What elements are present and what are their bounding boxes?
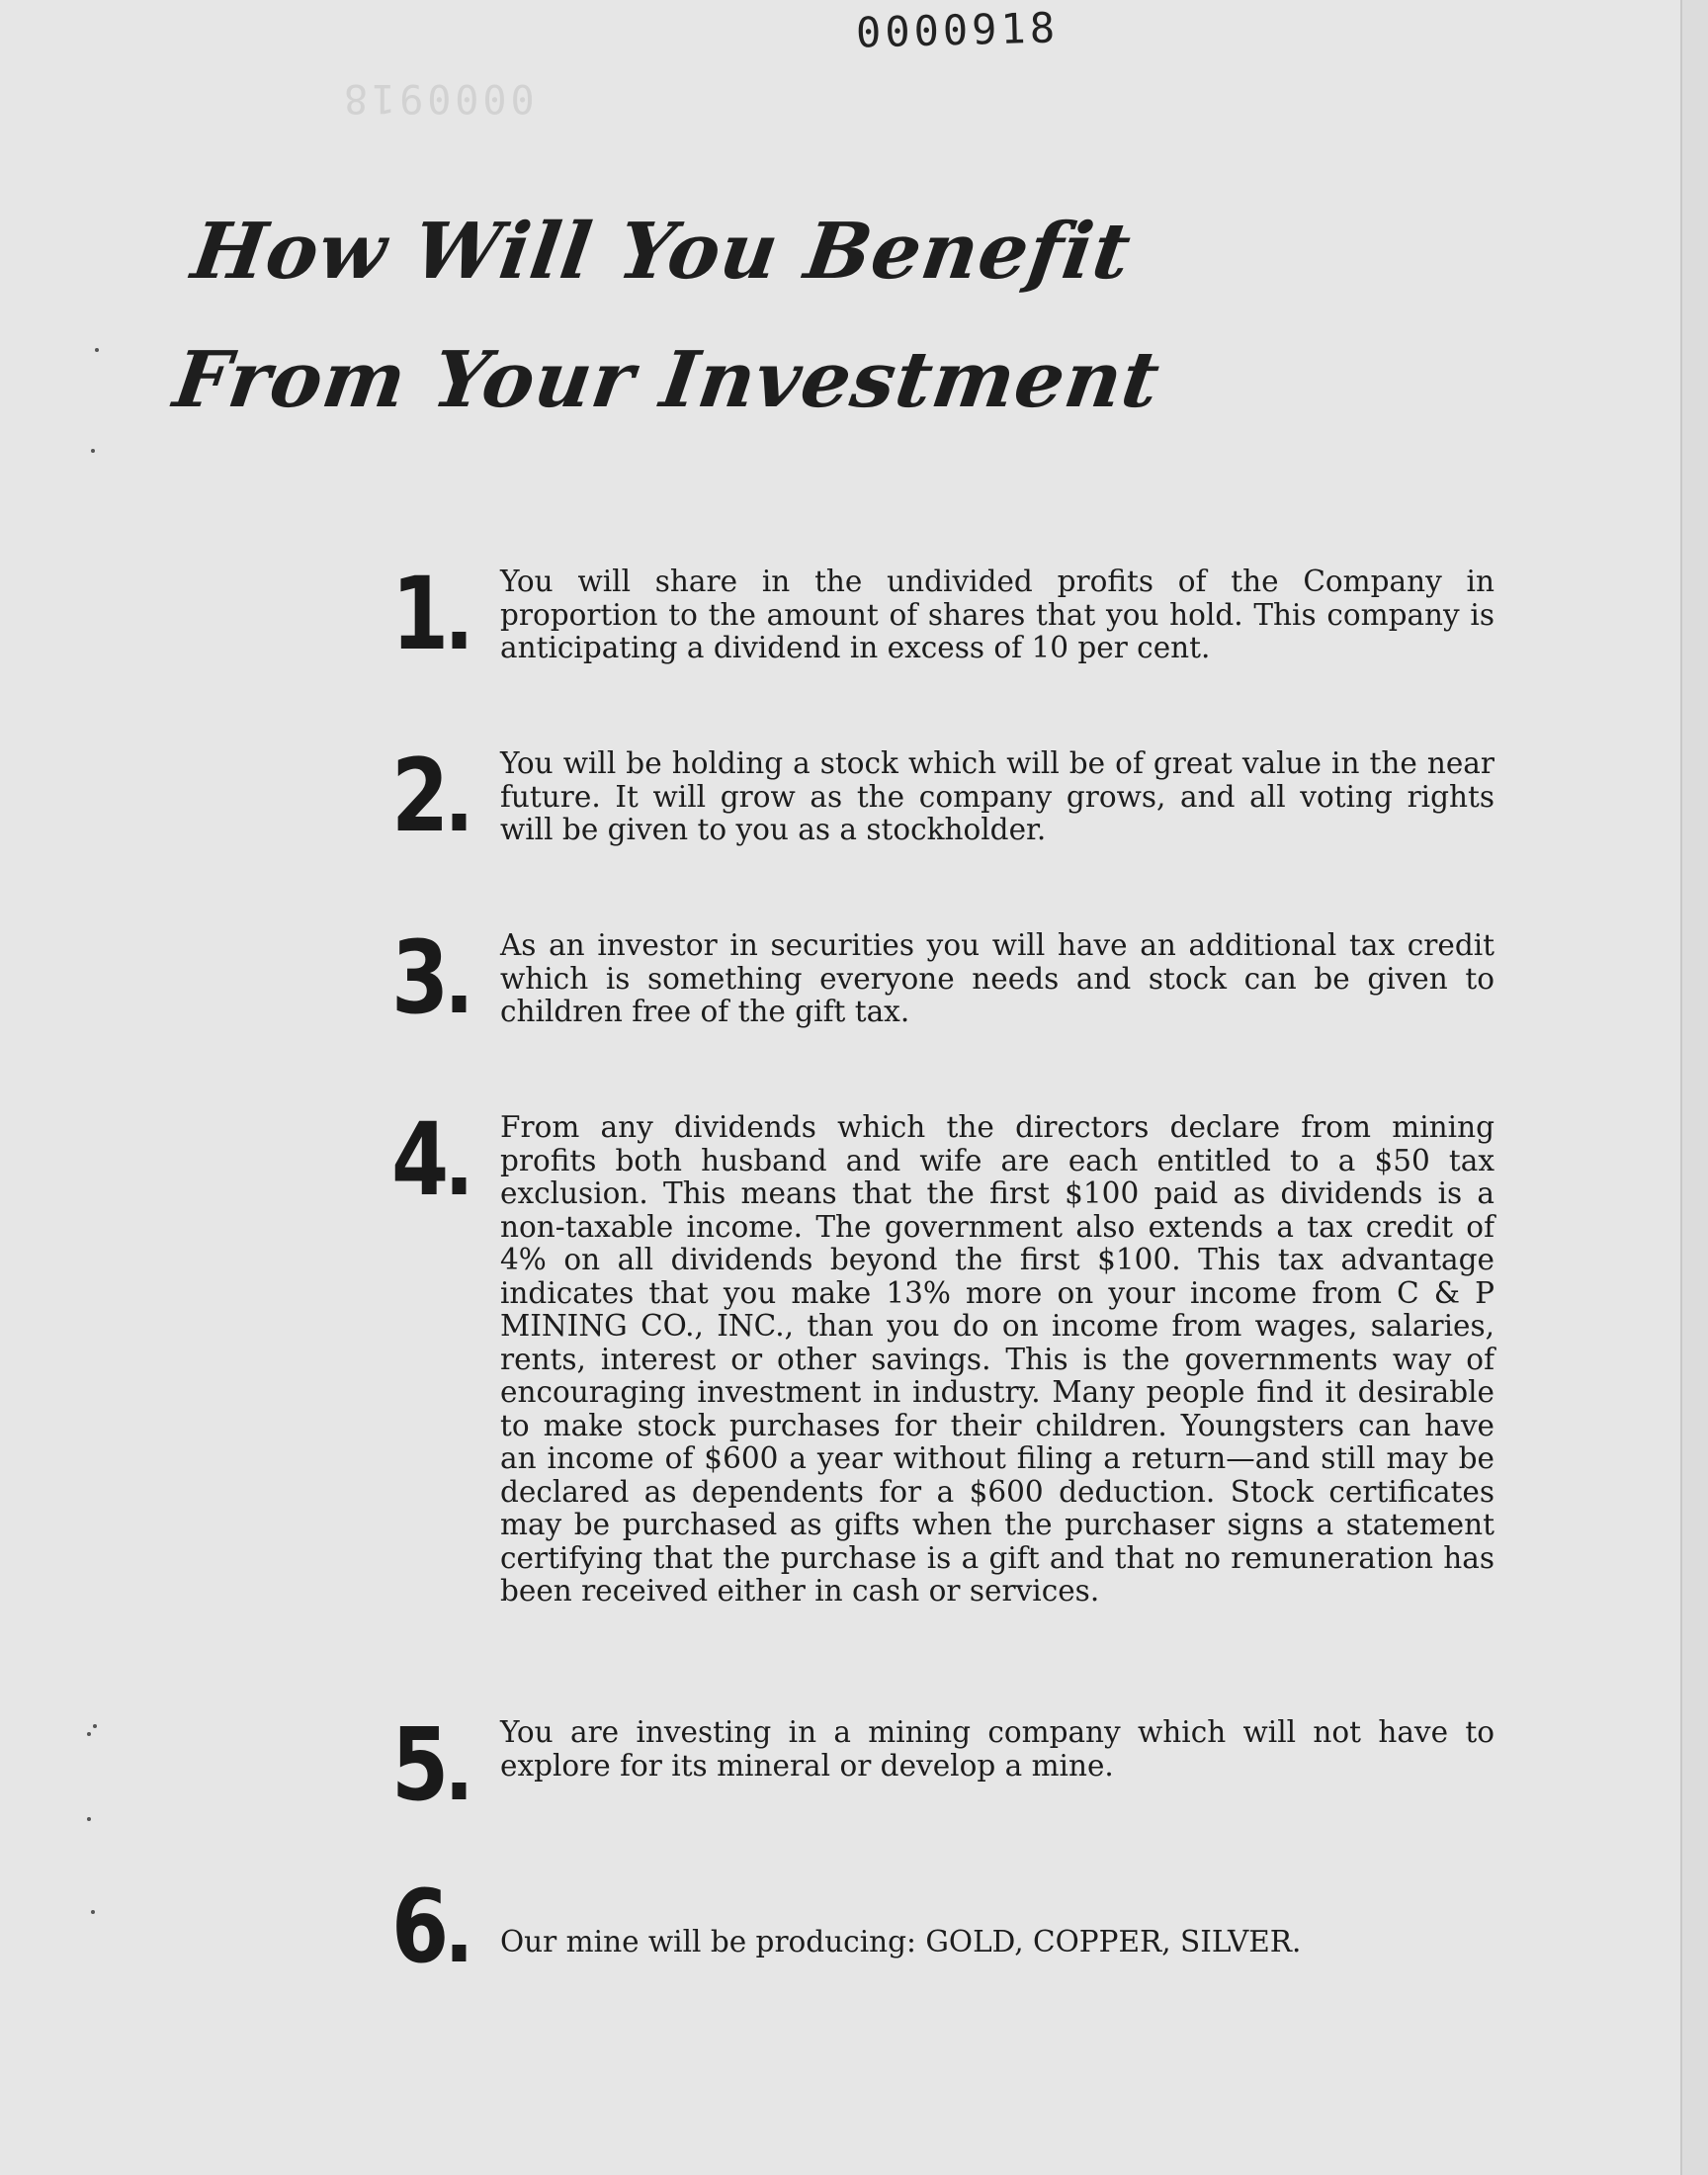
- benefit-item-4: [391, 1101, 1494, 1609]
- item-text: You are investing in a mining company which will not have to explore for its mineral or develop a mine.: [500, 1715, 1494, 1783]
- benefit-item-1: [391, 556, 1494, 673]
- item-number: 1: [391, 566, 480, 664]
- item-number: 3: [391, 929, 480, 1028]
- title-line-1: How Will You Benefit: [186, 207, 1137, 297]
- item-text: From any dividends which the directors declare from mining profits both husband and wife are each entitled to a $50 tax exclusion. This means that the first $100 paid as dividends is a non-taxable income. The government also extends a tax credit of 4% on all dividends beyond the first $100. This tax advantage indicates that you make 13% more on your income from C & P MINING CO., INC., than you do on income from wages, salaries, rents, interest or other savings. This is the governments way of encouraging investment in industry. Many people find it desirable to make stock purchases for their children. Youngsters can have an income of $600 a year without filing a return—and still may be declared as dependents for a $600 deduction. Stock certificates may be purchased as gifts when the purchaser signs a statement certifying that the purchase is a gift and that no remuneration has been received either in cash or services.: [500, 1110, 1494, 1608]
- item-number: 4: [391, 1111, 480, 1210]
- stamp-bleed-through: 0000918: [340, 75, 535, 121]
- item-text: As an investor in securities you will have an additional tax credit which is something everyone needs and stock can be given to children free of the gift tax.: [500, 928, 1494, 1028]
- benefit-item-5: [391, 1706, 1494, 1824]
- item-text: Our mine will be producing: GOLD, COPPER, SILVER.: [500, 1925, 1302, 1958]
- benefit-item-3: [391, 919, 1494, 1037]
- scan-speck: [93, 1724, 97, 1728]
- scan-speck: [91, 449, 95, 453]
- scan-speck: [91, 1910, 95, 1914]
- item-number: 6: [391, 1878, 480, 1977]
- item-number: 2: [391, 747, 480, 846]
- document-stamp-number: 0000918: [855, 3, 1060, 57]
- item-number: 5: [391, 1716, 480, 1815]
- title-line-2: From Your Investment: [168, 335, 1166, 425]
- scan-speck: [87, 1732, 91, 1736]
- benefit-item-2: [391, 738, 1494, 855]
- item-text: You will share in the undivided profits of the Company in proportion to the amount of shares that you hold. This company is anticipating a dividend in excess of 10 per cent.: [500, 565, 1494, 664]
- benefit-item-6: [391, 1869, 1494, 1986]
- page-title: [166, 188, 1186, 445]
- scan-speck: [87, 1817, 91, 1821]
- item-text: You will be holding a stock which will be of great value in the near future. It will grow as the company grows, and all voting rights will be given to you as a stockholder.: [500, 746, 1494, 846]
- scan-speck: [95, 348, 99, 352]
